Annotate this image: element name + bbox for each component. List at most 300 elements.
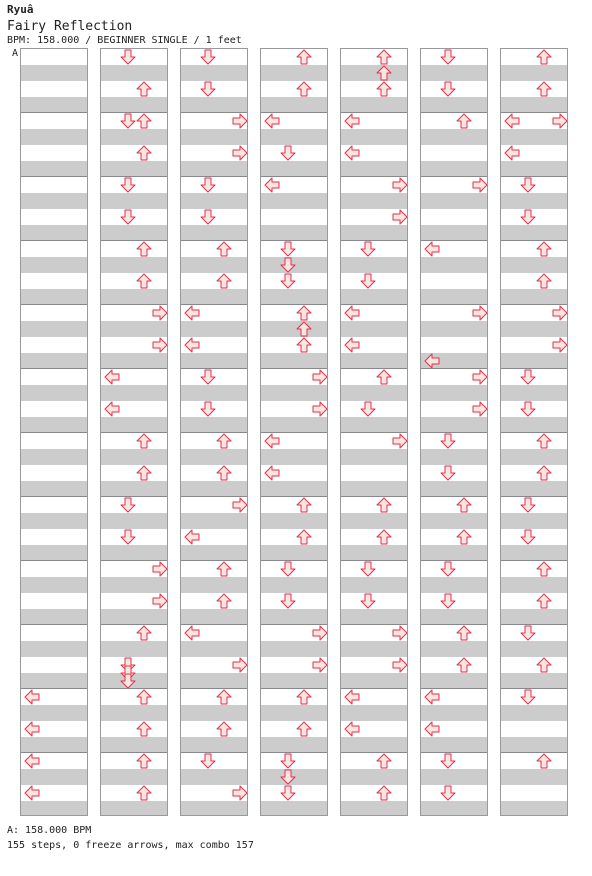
step-arrow-down [520,209,536,225]
step-arrow-down [440,561,456,577]
beat-stripe [341,321,407,337]
step-arrow-down [520,497,536,513]
step-arrow-up [376,65,392,81]
beat-stripe [501,193,567,209]
step-arrow-down [440,433,456,449]
beat-stripe [501,385,567,401]
beat-stripe [341,385,407,401]
step-arrow-up [456,657,472,673]
beat-stripe [181,97,247,113]
measure-line [21,432,87,433]
beat-stripe [101,417,167,433]
beat-stripe [21,801,87,816]
step-arrow-down [280,273,296,289]
step-arrow-down [440,81,456,97]
beat-stripe [501,353,567,369]
beat-stripe [261,705,327,721]
beat-stripe [181,225,247,241]
chart-column-5 [340,48,408,816]
step-arrow-up [136,433,152,449]
beat-stripe [181,193,247,209]
beat-stripe [21,449,87,465]
step-arrow-right [232,785,248,801]
beat-stripe [261,65,327,81]
step-arrow-left [504,113,520,129]
beat-stripe [341,737,407,753]
step-arrow-left [504,145,520,161]
beat-stripe [21,65,87,81]
step-arrow-right [232,497,248,513]
measure-line [501,432,567,433]
beat-stripe [421,161,487,177]
measure-line [261,688,327,689]
beat-stripe [501,705,567,721]
step-arrow-left [264,433,280,449]
step-arrow-down [200,753,216,769]
beat-stripe [501,321,567,337]
step-arrow-left [184,337,200,353]
step-arrow-left [424,353,440,369]
step-arrow-left [344,305,360,321]
step-arrow-up [536,657,552,673]
chart-column-3 [180,48,248,816]
measure-line [21,560,87,561]
step-arrow-up [376,785,392,801]
beat-stripe [21,97,87,113]
step-arrow-up [136,273,152,289]
beat-stripe [501,289,567,305]
step-arrow-up [456,625,472,641]
step-arrow-up [216,561,232,577]
beat-stripe [21,737,87,753]
beat-stripe [261,801,327,816]
step-arrow-right [392,433,408,449]
step-arrow-up [296,81,312,97]
step-arrow-right [552,337,568,353]
beat-stripe [261,193,327,209]
measure-line [501,752,567,753]
beat-stripe [21,353,87,369]
beat-stripe [21,545,87,561]
beat-stripe [501,545,567,561]
beat-stripe [421,545,487,561]
measure-line [341,368,407,369]
chart-info: BPM: 158.000 / BEGINNER SINGLE / 1 feet [7,35,242,46]
step-arrow-left [104,369,120,385]
step-arrow-down [120,529,136,545]
step-arrow-down [280,241,296,257]
step-arrow-up [376,753,392,769]
beat-stripe [341,225,407,241]
step-arrow-right [312,625,328,641]
step-arrow-right [312,369,328,385]
beat-stripe [501,97,567,113]
beat-stripe [421,481,487,497]
beat-stripe [341,97,407,113]
beat-stripe [341,801,407,816]
beat-stripe [261,449,327,465]
step-arrow-up [216,721,232,737]
step-arrow-down [520,369,536,385]
step-arrow-up [536,593,552,609]
step-arrow-left [184,529,200,545]
step-arrow-left [184,305,200,321]
beat-stripe [101,513,167,529]
step-arrow-left [344,337,360,353]
beat-stripe [21,225,87,241]
step-arrow-up [136,721,152,737]
step-arrow-up [536,465,552,481]
beat-stripe [261,161,327,177]
beat-stripe [341,353,407,369]
beat-stripe [101,65,167,81]
step-arrow-up [376,49,392,65]
beat-stripe [341,641,407,657]
step-arrow-down [200,209,216,225]
step-arrow-up [536,241,552,257]
beat-stripe [101,225,167,241]
step-arrow-right [552,113,568,129]
beat-stripe [261,385,327,401]
step-arrow-right [552,305,568,321]
beat-stripe [501,481,567,497]
step-arrow-right [392,177,408,193]
step-arrow-right [472,369,488,385]
beat-stripe [261,225,327,241]
beat-stripe [21,257,87,273]
step-arrow-left [24,785,40,801]
beat-stripe [421,513,487,529]
step-arrow-right [152,561,168,577]
step-arrow-up [536,433,552,449]
beat-stripe [501,513,567,529]
beat-stripe [501,673,567,689]
step-arrow-down [200,49,216,65]
beat-stripe [181,65,247,81]
chart-column-7 [500,48,568,816]
measure-line [101,432,167,433]
beat-stripe [421,801,487,816]
beat-stripe [261,577,327,593]
beat-stripe [341,481,407,497]
step-arrow-left [24,689,40,705]
step-stats: 155 steps, 0 freeze arrows, max combo 157 [7,840,254,851]
beat-stripe [21,161,87,177]
beat-stripe [181,641,247,657]
beat-stripe [181,129,247,145]
step-arrow-down [440,465,456,481]
beat-stripe [181,545,247,561]
beat-stripe [181,481,247,497]
beat-stripe [261,289,327,305]
beat-stripe [21,481,87,497]
measure-line [21,112,87,113]
step-arrow-up [216,433,232,449]
step-arrow-down [360,561,376,577]
step-arrow-down [280,561,296,577]
step-arrow-down [440,753,456,769]
beat-stripe [101,161,167,177]
beat-stripe [501,129,567,145]
step-arrow-up [216,273,232,289]
beat-stripe [21,193,87,209]
step-arrow-up [456,529,472,545]
beat-stripe [101,289,167,305]
beat-stripe [421,193,487,209]
beat-stripe [421,673,487,689]
beat-stripe [21,385,87,401]
beat-stripe [501,225,567,241]
beat-stripe [341,65,407,81]
step-arrow-left [344,113,360,129]
beat-stripe [101,193,167,209]
step-arrow-up [296,497,312,513]
step-arrow-up [536,561,552,577]
step-arrow-right [232,145,248,161]
measure-line [501,240,567,241]
measure-line [101,624,167,625]
measure-line [421,496,487,497]
step-arrow-left [344,689,360,705]
beat-stripe [181,353,247,369]
measure-line [341,496,407,497]
step-arrow-up [536,273,552,289]
beat-stripe [261,129,327,145]
artist-name: Ryuâ [7,3,34,16]
measure-line [21,368,87,369]
song-title: Fairy Reflection [7,19,133,34]
beat-stripe [341,193,407,209]
step-arrow-down [280,753,296,769]
beat-stripe [181,577,247,593]
beat-stripe [21,673,87,689]
beat-stripe [341,129,407,145]
step-arrow-right [312,401,328,417]
beat-stripe [21,129,87,145]
beat-stripe [181,673,247,689]
step-arrow-down [120,49,136,65]
beat-stripe [421,609,487,625]
step-arrow-down [440,49,456,65]
step-arrow-down [120,497,136,513]
step-arrow-up [216,689,232,705]
step-arrow-down [200,177,216,193]
step-arrow-up [136,465,152,481]
step-arrow-up [536,81,552,97]
beat-stripe [101,737,167,753]
beat-stripe [101,769,167,785]
step-arrow-up [456,113,472,129]
step-arrow-up [296,49,312,65]
beat-stripe [501,417,567,433]
step-arrow-up [456,497,472,513]
step-arrow-down [520,529,536,545]
step-arrow-up [136,753,152,769]
step-arrow-down [280,593,296,609]
step-arrow-up [136,241,152,257]
step-arrow-right [152,593,168,609]
beat-stripe [101,385,167,401]
step-arrow-up [296,721,312,737]
beat-stripe [181,321,247,337]
measure-line [101,752,167,753]
measure-line [181,560,247,561]
measure-line [181,688,247,689]
measure-line [21,304,87,305]
step-arrow-right [152,337,168,353]
step-arrow-down [200,401,216,417]
step-arrow-down [520,177,536,193]
step-arrow-down [520,689,536,705]
step-arrow-up [216,593,232,609]
step-arrow-up [296,689,312,705]
beat-stripe [181,705,247,721]
beat-stripe [101,97,167,113]
step-arrow-up [136,81,152,97]
step-arrow-down [520,625,536,641]
step-arrow-left [264,113,280,129]
step-arrow-down [280,257,296,273]
measure-line [101,240,167,241]
beat-stripe [21,609,87,625]
beat-stripe [21,641,87,657]
step-arrow-down [440,593,456,609]
step-arrow-up [136,625,152,641]
beat-stripe [101,129,167,145]
step-arrow-down [120,209,136,225]
beat-stripe [501,769,567,785]
step-arrow-left [184,625,200,641]
step-arrow-right [392,209,408,225]
beat-stripe [341,577,407,593]
beat-stripe [421,65,487,81]
beat-stripe [341,769,407,785]
beat-stripe [181,513,247,529]
step-arrow-down [200,81,216,97]
beat-stripe [181,161,247,177]
step-arrow-left [344,721,360,737]
beat-stripe [261,321,327,337]
step-arrow-up [216,465,232,481]
beat-stripe [421,129,487,145]
step-arrow-down [280,785,296,801]
step-arrow-up [216,241,232,257]
beat-stripe [101,545,167,561]
step-arrow-left [24,753,40,769]
step-arrow-left [24,721,40,737]
step-arrow-up [376,497,392,513]
beat-stripe [341,513,407,529]
chart-column-1 [20,48,88,816]
beat-stripe [261,641,327,657]
beat-stripe [501,257,567,273]
beat-stripe [341,161,407,177]
beat-stripe [21,513,87,529]
step-arrow-up [136,785,152,801]
beat-stripe [341,609,407,625]
step-arrow-up [296,337,312,353]
step-arrow-up [136,113,152,129]
beat-stripe [341,417,407,433]
beat-stripe [21,417,87,433]
beat-stripe [181,769,247,785]
beat-stripe [341,289,407,305]
step-arrow-up [136,145,152,161]
beat-stripe [501,449,567,465]
beat-stripe [261,737,327,753]
step-arrow-left [424,241,440,257]
beat-stripe [341,673,407,689]
beat-stripe [261,481,327,497]
step-arrow-up [296,321,312,337]
step-arrow-down [280,145,296,161]
step-arrow-up [376,529,392,545]
beat-stripe [261,417,327,433]
beat-stripe [501,801,567,816]
step-arrow-right [472,177,488,193]
beat-stripe [101,641,167,657]
step-arrow-left [424,721,440,737]
beat-stripe [181,289,247,305]
chart-column-2 [100,48,168,816]
beat-stripe [21,321,87,337]
beat-stripe [421,769,487,785]
beat-stripe [421,225,487,241]
step-arrow-down [120,673,136,689]
step-arrow-up [296,529,312,545]
step-arrow-up [376,369,392,385]
step-arrow-down [440,785,456,801]
beat-stripe [501,609,567,625]
beat-stripe [421,257,487,273]
measure-line [21,624,87,625]
chart-column-4 [260,48,328,816]
beat-stripe [421,577,487,593]
measure-line [501,560,567,561]
measure-line [181,432,247,433]
measure-line [261,496,327,497]
beat-stripe [421,321,487,337]
step-arrow-up [296,305,312,321]
step-arrow-right [232,657,248,673]
beat-stripe [501,65,567,81]
beat-stripe [101,481,167,497]
beat-stripe [421,641,487,657]
step-arrow-up [536,753,552,769]
beat-stripe [421,705,487,721]
step-arrow-down [200,369,216,385]
step-arrow-left [344,145,360,161]
beat-stripe [261,97,327,113]
step-arrow-right [392,625,408,641]
beat-stripe [261,353,327,369]
step-arrow-up [536,49,552,65]
beat-stripe [501,577,567,593]
beat-stripe [181,449,247,465]
beat-stripe [21,705,87,721]
step-arrow-down [360,593,376,609]
beat-stripe [261,545,327,561]
step-arrow-right [152,305,168,321]
beat-stripe [181,737,247,753]
beat-stripe [101,609,167,625]
step-arrow-up [376,81,392,97]
beat-stripe [21,577,87,593]
measure-line [21,240,87,241]
beat-stripe [261,513,327,529]
step-arrow-up [136,689,152,705]
beat-stripe [101,353,167,369]
